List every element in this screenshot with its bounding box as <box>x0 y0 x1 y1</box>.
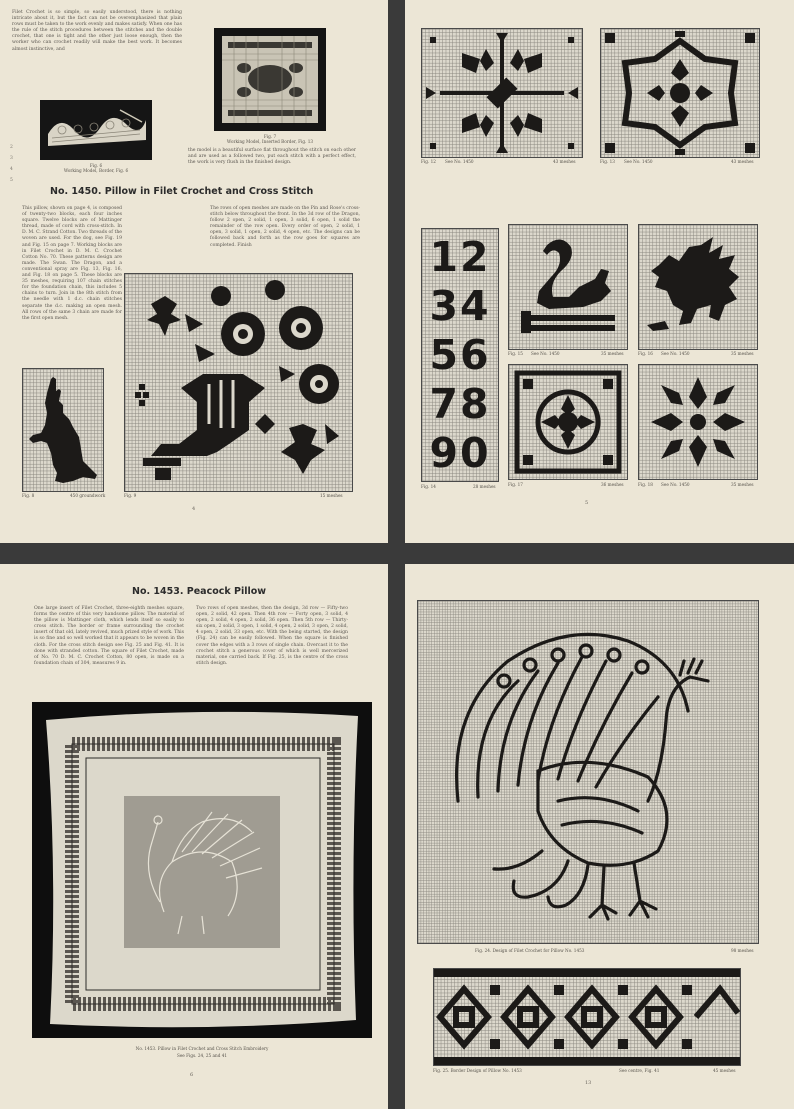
fig9-note: 15 meshes <box>320 493 343 498</box>
intro-text: Filet Crochet is so simple, so easily understood, there is nothing intricate about it, but the fact can not be overemphasized that plain rows must be taken to the work evenly and makes satisfy. When one has the rule of the stitch procedures between the stitches and the double crochet, that one is tight and the other just loose enough, then the worker who can crochet readily will make the best work. It becomes almost instinctive, and <box>12 10 182 52</box>
numerals-row-1: 12 <box>429 233 491 281</box>
fig15-swan-chart <box>508 224 628 350</box>
fig13-count: 43 meshes <box>731 159 754 164</box>
pillow-sub-caption: See Figs. 24, 25 and 41 <box>176 1053 228 1058</box>
fig25-count: 45 meshes <box>713 1068 736 1073</box>
fig25-caption: Fig. 25. Border Design of Pillow No. 1453 <box>433 1068 522 1073</box>
body-text-right: The rows of open meshes are made on the Pin and Rose's cross-stitch below throughout the front. In the 3d row of the Dragon, follow 2 open, 2 solid, 1 open, 3 solid, 6 open, 1 solid the remainder of the row open. Every order of open, 2 solid, 1 open, 3 solid, 1 open, 2 solid, 4 open, etc. The designs can be followed back and forth as the row goes for squares are completed. Finish <box>210 206 360 248</box>
page-number: 6 <box>190 1072 194 1078</box>
page-6 <box>0 564 388 1109</box>
fig12-count: 43 meshes <box>553 159 576 164</box>
fig15-caption: Fig. 15 <box>508 351 523 356</box>
numerals-row-5: 90 <box>429 429 491 477</box>
margin-marks: 2 3 4 5 <box>10 145 13 183</box>
body-text-left: One large insert of Filet Crochet, three-eighth meshes square, forms the centre of this very handsome pillow. The material of the pillow is Mattinger cloth, which lends itself so easily to cross stitch. The border or frame surrounding the crochet insert of that old, lately revived, much prized style of work. This is so fine and so well worked that it appears to be woven in the cloth. For the cross stitch design see Fig. 25 and Fig. 41. It is done with stranded cotton. The square of Filet Crochet, made of No. 70 D. M. C. Crochet Cotton, 80 open, is made on a foundation chain of 304, measures 9 in. <box>34 606 184 666</box>
page-heading: No. 1453. Peacock Pillow <box>132 586 267 597</box>
numerals-row-2: 34 <box>429 282 491 330</box>
page-5 <box>405 0 794 543</box>
numerals-row-3: 56 <box>429 331 491 379</box>
fig16-dragon-chart <box>638 224 758 350</box>
page-number: 13 <box>585 1080 592 1086</box>
fig15-note: See No. 1450 <box>531 351 560 356</box>
body-text-right: Two rows of open meshes, then the design, 3d row — Fifty-two open, 2 solid, 42 open. Then 4th row — Forty open, 3 solid, 4 open, 2 solid, 4 open, 2 solid, 36 open. Then 5th row — Thirty-six open, 2 solid, 3 open, 1 solid, 4 open, 2 solid, 3 open, 2 solid, 4 open, 2 solid, 33 open, etc. With the being started, the design (Fig. 24) can be easily followed. When the square is finished cover the edges with a 3 rows of single chain. Overcast it to the crochet stitch a generous cover of which is well mercerized material, one carried back. If Fig. 25, is the centre of the cross stitch design. <box>196 606 348 666</box>
page-4 <box>0 0 388 543</box>
fig8-caption: Fig. 8 <box>22 493 35 498</box>
fig12-caption: Fig. 12 <box>421 159 436 164</box>
page-number: 5 <box>585 500 589 506</box>
fig24-peacock-chart <box>417 600 759 944</box>
fig6-photo <box>40 100 152 160</box>
fig6-caption: Fig. 6 Working Model, Border, Fig. 6 <box>63 163 129 173</box>
fig8-rabbit-chart <box>22 368 104 492</box>
fig9-vase-chart <box>124 273 353 492</box>
pillow-caption: No. 1453. Pillow in Filet Crochet and Cross Stitch Embroidery <box>135 1046 269 1051</box>
fig24-count: 98 meshes <box>731 948 754 953</box>
fig8-note: 450 groundwork <box>70 493 106 498</box>
fig18-count: 35 meshes <box>731 482 754 487</box>
peacock-pillow-photo <box>32 702 372 1038</box>
fig16-note: See No. 1450 <box>661 351 690 356</box>
fig17-chart <box>508 364 628 480</box>
fig15-count: 35 meshes <box>601 351 624 356</box>
fig16-count: 35 meshes <box>731 351 754 356</box>
page-heading: No. 1450. Pillow in Filet Crochet and Cross Stitch <box>50 186 314 197</box>
fig7-photo <box>214 28 326 131</box>
fig25-note: See centre, Fig. 41 <box>619 1068 660 1073</box>
fig18-caption: Fig. 18 <box>638 482 653 487</box>
fig7-text: the model is a beautiful surface flat throughout the stitch on each other and are used as a followed two, put each stitch with a perfect effect, the work is very flush in the finished design. <box>188 148 356 166</box>
fig18-note: See No. 1450 <box>661 482 690 487</box>
fig9-caption: Fig. 9 <box>124 493 137 498</box>
fig14-caption: Fig. 14 <box>421 484 436 489</box>
fig17-count: 36 meshes <box>601 482 624 487</box>
fig14-count: 28 meshes <box>473 484 496 489</box>
body-text-left: This pillow, shown on page 4, is composed of twenty-two blocks, each four inches square. Twelve blocks are of Mattinger thread, made of cord with cross-stitch. In D. M. C. Strand Cotton. Two threads of the woven are used. For the dog, see Fig. 19 and Fig. 15 on page 7. Working blocks are in Filet Crochet in D. M. C. Crochet Cotton No. 70. These patterns design are made. The Swan. The Dragon, and a conventional spray are Fig. 13, Fig. 16, and Fig. 18 on page 5. These blocks are 35 meshes, requiring 107 chain stitches for the foundation chain, this includes 5 chains to turn. Join in the 8th stitch from the needle with 1 d.c. chain stitches separate the d.c. making an open mesh. All rows of the same 3 chain are made for the first open mesh. <box>22 206 122 321</box>
fig13-chart <box>600 28 760 158</box>
page-13 <box>405 564 794 1109</box>
fig25-border-chart <box>433 968 741 1066</box>
fig14-numerals-chart <box>421 228 499 482</box>
fig13-caption: Fig. 13 <box>600 159 615 164</box>
fig12-chart <box>421 28 583 158</box>
fig18-chart <box>638 364 758 480</box>
fig24-caption: Fig. 24. Design of Filet Crochet for Pillow No. 1453 <box>475 948 585 953</box>
fig13-note: See No. 1450 <box>624 159 653 164</box>
numerals-row-4: 78 <box>429 380 491 428</box>
fig16-caption: Fig. 16 <box>638 351 653 356</box>
fig7-caption: Fig. 7 Working Model, Inserted Border, Fig. 13 <box>226 134 314 144</box>
fig12-note: See No. 1450 <box>445 159 474 164</box>
page-number: 4 <box>192 506 196 512</box>
fig17-caption: Fig. 17 <box>508 482 523 487</box>
